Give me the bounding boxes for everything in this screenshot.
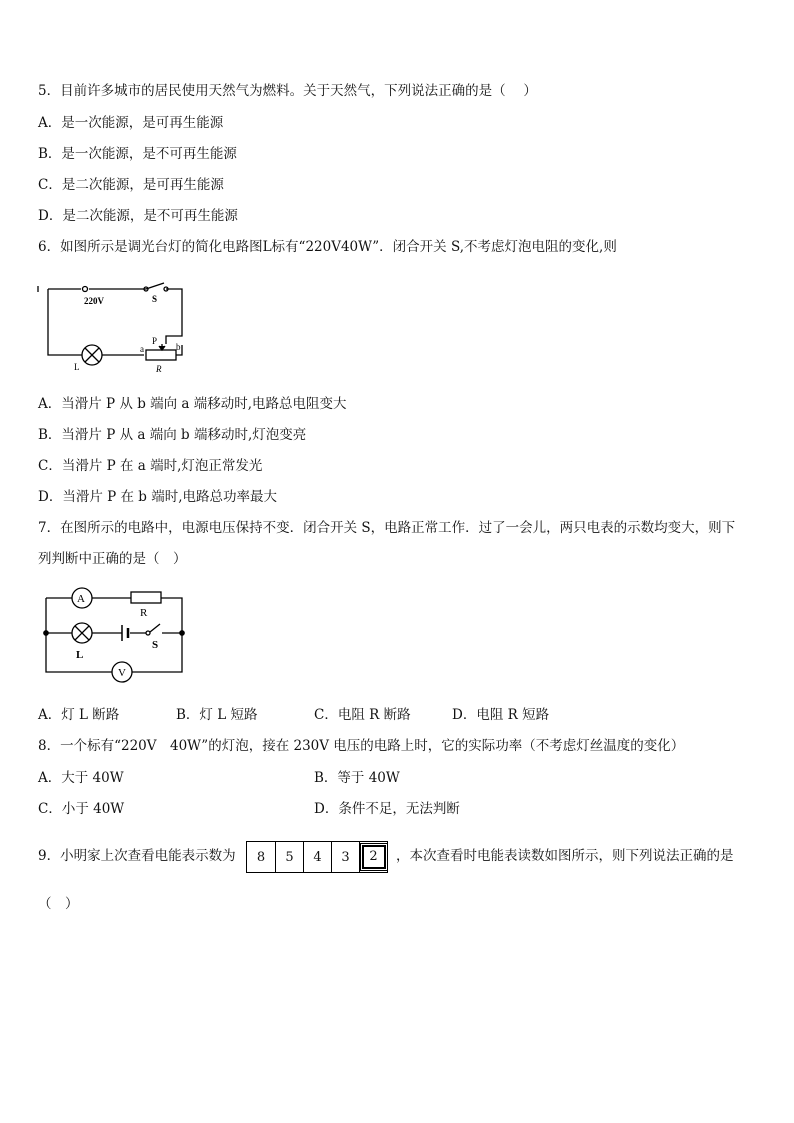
q6-switch-label: S bbox=[152, 294, 158, 304]
q8-stem: 8．一个标有“220V 40W”的灯泡，接在 230V 电压的电路上时，它的实际功率（不考虑灯丝温度的变化） bbox=[38, 738, 685, 754]
meter-digit-decimal-value: 2 bbox=[362, 845, 386, 869]
q7-option-a: A．灯 L 断路 bbox=[38, 707, 120, 723]
meter-digit: 4 bbox=[303, 842, 331, 872]
q7-stem-line2: 列判断中正确的是（ ） bbox=[38, 551, 187, 567]
q9-stem-end: （ ） bbox=[38, 896, 79, 912]
q5-option-c: C．是二次能源，是可再生能源 bbox=[38, 177, 224, 193]
meter-digit: 8 bbox=[256, 849, 266, 865]
q7-option-d: D．电阻 R 短路 bbox=[452, 707, 550, 723]
q6-option-a: A．当滑片 P 从 b 端向 a 端移动时,电路总电阻变大 bbox=[38, 396, 347, 412]
q8-option-c: C．小于 40W bbox=[38, 801, 125, 817]
q6-resistor-label: R bbox=[156, 364, 162, 374]
q7-circuit-diagram bbox=[40, 584, 190, 688]
q7-option-c: C．电阻 R 断路 bbox=[314, 707, 411, 723]
q6-lamp-label: L bbox=[74, 362, 80, 372]
q7-switch-label: S bbox=[152, 639, 159, 651]
q6-option-b: B．当滑片 P 从 a 端向 b 端移动时,灯泡变亮 bbox=[38, 427, 307, 443]
q6-voltage-label: 220V bbox=[84, 296, 104, 306]
q5-option-a: A．是一次能源，是可再生能源 bbox=[38, 115, 224, 131]
q6-circuit-diagram bbox=[36, 280, 196, 380]
q7-resistor-label: R bbox=[140, 607, 148, 619]
q9-stem-before: 9．小明家上次查看电能表示数为 bbox=[38, 848, 236, 864]
q7-stem-line1: 7．在图所示的电路中，电源电压保持不变．闭合开关 S，电路正常工作．过了一会儿，两只电表的示数均变大，则下 bbox=[38, 520, 736, 536]
meter-digit-decimal bbox=[359, 842, 387, 872]
q6-option-c: C．当滑片 P 在 a 端时,灯泡正常发光 bbox=[38, 458, 263, 474]
q9-stem-after: ，本次查看时电能表读数如图所示，则下列说法正确的是 bbox=[396, 848, 734, 864]
q6-slider-label: P bbox=[152, 336, 158, 346]
q6-option-d: D．当滑片 P 在 b 端时,电路总功率最大 bbox=[38, 489, 278, 505]
meter-digit: 3 bbox=[331, 842, 359, 872]
q5-option-d: D．是二次能源，是不可再生能源 bbox=[38, 208, 238, 224]
q6-end-b-label: b bbox=[176, 342, 181, 352]
q5-stem: 5．目前许多城市的居民使用天然气为燃料。关于天然气，下列说法正确的是（ ） bbox=[38, 83, 537, 99]
q7-ammeter-label: A bbox=[77, 593, 85, 605]
q9-energy-meter-display bbox=[246, 841, 388, 873]
q5-option-b: B．是一次能源，是不可再生能源 bbox=[38, 146, 237, 162]
q7-option-b: B．灯 L 短路 bbox=[176, 707, 258, 723]
q8-option-b: B．等于 40W bbox=[314, 770, 400, 786]
q6-stem: 6．如图所示是调光台灯的简化电路图L标有“220V40W”．闭合开关 S,不考虑灯泡电阻的变化,则 bbox=[38, 239, 617, 255]
q8-option-d: D．条件不足，无法判断 bbox=[314, 801, 460, 817]
q7-voltmeter-label: V bbox=[118, 667, 126, 679]
q7-lamp-label: L bbox=[76, 649, 84, 661]
meter-digit: 5 bbox=[275, 842, 303, 872]
q6-end-a-label: a bbox=[140, 344, 144, 354]
q8-option-a: A．大于 40W bbox=[38, 770, 124, 786]
